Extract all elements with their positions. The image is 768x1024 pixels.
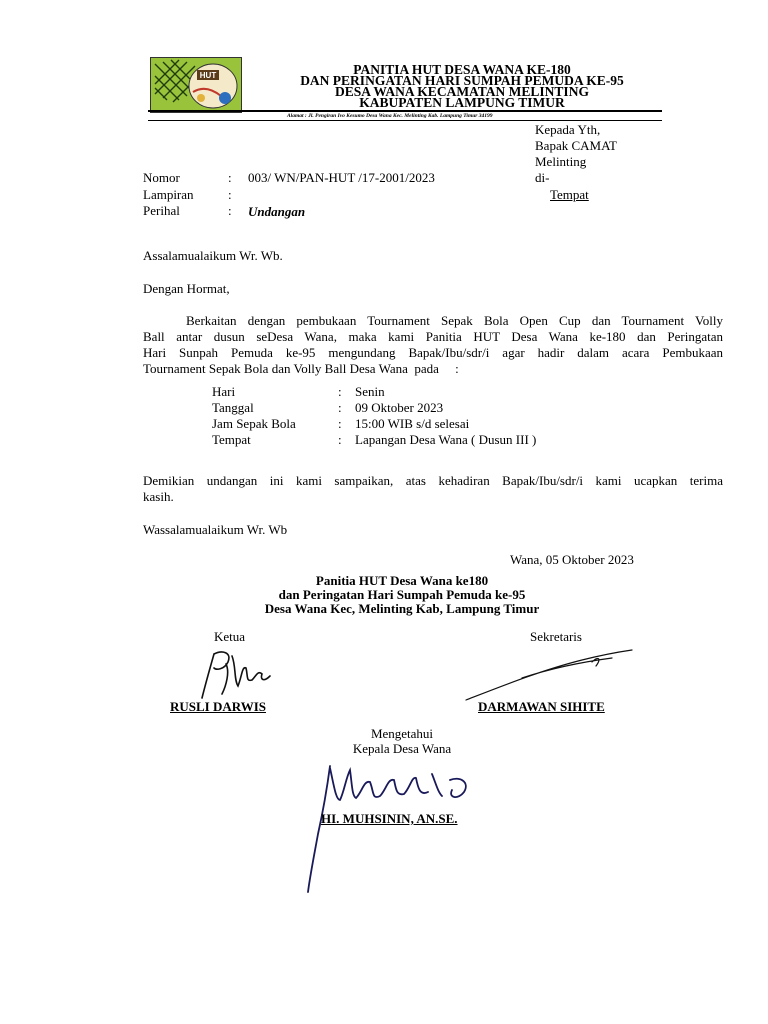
- secretary-name: DARMAWAN SIHITE: [478, 699, 605, 714]
- detail-value: Senin: [355, 384, 385, 399]
- acknowledged-label: Mengetahui: [370, 726, 434, 741]
- salutation: Dengan Hormat,: [143, 281, 230, 296]
- detail-value: 15:00 WIB s/d selesai: [355, 416, 470, 431]
- detail-value: Lapangan Desa Wana ( Dusun III ): [355, 432, 537, 447]
- detail-colon: :: [338, 416, 342, 431]
- recipient-place: Tempat: [550, 187, 589, 202]
- lampiran-label: Lampiran: [143, 187, 194, 202]
- detail-label: Hari: [212, 384, 236, 399]
- paragraph-line: Hari Sunpah Pemuda ke-95 mengundang Bapak/Ibu/sdr/i agar hadir dalam acara Pembukaan: [143, 345, 723, 360]
- village-head-title: Kepala Desa Wana: [352, 741, 452, 756]
- village-head-name: HI. MUHSININ, AN.SE.: [321, 811, 458, 826]
- committee-line: Desa Wana Kec, Melinting Kab, Lampung Timur: [264, 601, 540, 616]
- recipient-line: Melinting: [535, 154, 587, 169]
- chair-name: RUSLI DARWIS: [170, 699, 266, 714]
- svg-text:HUT: HUT: [199, 71, 217, 80]
- perihal-colon: :: [228, 203, 232, 218]
- committee-line: dan Peringatan Hari Sumpah Pemuda ke-95: [278, 587, 526, 602]
- recipient-line: Kepada Yth,: [535, 122, 601, 137]
- paragraph-line: Tournament Sepak Bola dan Volly Ball Desa Wana pada :: [143, 361, 459, 376]
- letterhead-rule-bottom: [148, 120, 662, 121]
- detail-colon: :: [338, 384, 342, 399]
- detail-colon: :: [338, 400, 342, 415]
- detail-label: Jam Sepak Bola: [212, 416, 296, 431]
- letterhead-line-2: DAN PERINGATAN HARI SUMPAH PEMUDA KE-95: [300, 73, 624, 88]
- letterhead-line-3: DESA WANA KECAMATAN MELINTING: [335, 84, 589, 99]
- paragraph-line: Berkaitan dengan pembukaan Tournament Sepak Bola Open Cup dan Tournament Volly: [186, 313, 723, 328]
- chair-signature: [196, 646, 276, 702]
- chair-title: Ketua: [214, 629, 246, 644]
- committee-line: Panitia HUT Desa Wana ke180: [315, 573, 489, 588]
- nomor-colon: :: [228, 170, 232, 185]
- closing-line: Demikian undangan ini kami sampaikan, atas kehadiran Bapak/Ibu/sdr/i kami ucapkan terima: [143, 473, 723, 488]
- letterhead-line-1: PANITIA HUT DESA WANA KE-180: [353, 62, 571, 77]
- nomor-value: 003/ WN/PAN-HUT /17-2001/2023: [248, 170, 435, 185]
- recipient-line: di-: [535, 170, 550, 185]
- detail-value: 09 Oktober 2023: [355, 400, 444, 415]
- lampiran-colon: :: [228, 187, 232, 202]
- letterhead-line-4: KABUPATEN LAMPUNG TIMUR: [359, 95, 565, 110]
- nomor-label: Nomor: [143, 170, 180, 185]
- secretary-title: Sekretaris: [530, 629, 582, 644]
- perihal-label: Perihal: [143, 203, 180, 218]
- farewell: Wassalamualaikum Wr. Wb: [143, 522, 288, 537]
- logo-emblem-icon: [151, 58, 241, 112]
- recipient-line: Bapak CAMAT: [535, 138, 617, 153]
- greeting: Assalamualaikum Wr. Wb.: [143, 248, 283, 263]
- letterhead-address: Alamat : Jl. Pengiran Ivo Kesumo Desa Wana Kec. Melinting Kab. Lampung Timur 34199: [287, 113, 493, 119]
- paragraph-line: Ball antar dusun seDesa Wana, maka kami Panitia HUT Desa Wana ke-180 dan Peringatan: [143, 329, 723, 344]
- secretary-signature: [462, 646, 636, 706]
- letterhead-rule-top: [148, 110, 662, 112]
- detail-label: Tempat: [212, 432, 251, 447]
- letter-date: Wana, 05 Oktober 2023: [510, 552, 634, 567]
- perihal-value: Undangan: [248, 204, 306, 219]
- detail-label: Tanggal: [212, 400, 254, 415]
- letterhead-logo: [150, 57, 242, 113]
- detail-colon: :: [338, 432, 342, 447]
- closing-line: kasih.: [143, 489, 174, 504]
